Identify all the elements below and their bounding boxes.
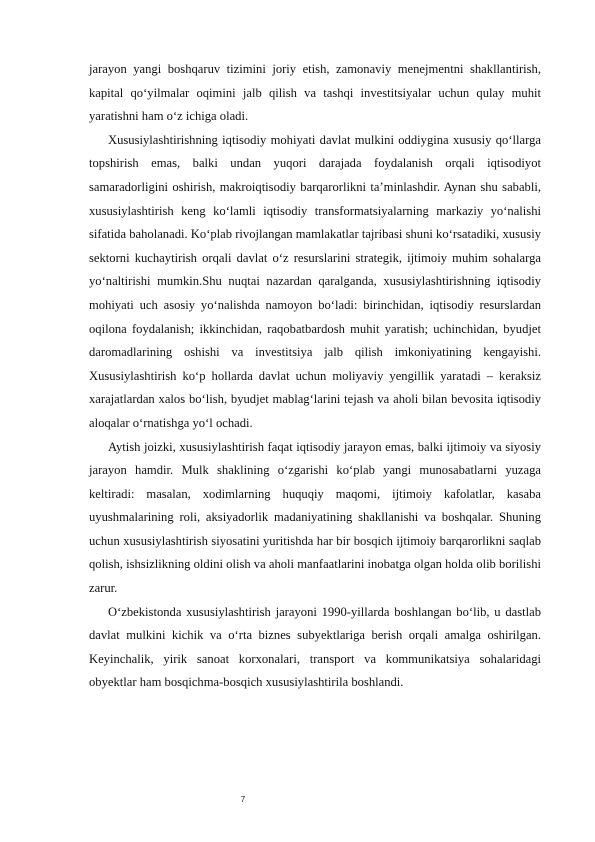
- paragraph-continuation: jarayon yangi boshqaruv tizimini joriy etish, zamonaviy menejmentni shakllantirish, kapital qo‘yilmalar oqimini jalb qilish va tashqi investitsiyalar uchun qulay muhit yaratishni ham o‘z ichiga oladi.: [89, 62, 541, 124]
- page-number: 7: [240, 795, 246, 804]
- paragraph-social-political: Aytish joizki, xususiylashtirish faqat iqtisodiy jarayon emas, balki ijtimoiy va siyosiy jarayon hamdir. Mulk shaklining o‘zgarishi ko‘plab yangi munosabatlarni yuzaga keltiradi: masalan, xodimlarning huquqiy maqomi, ijtimoiy kafolatlar, kasaba uyushmalarining roli, aksiyadorlik madaniyatining shakllanishi va boshqalar. Shuning uchun xususiylashtirish siyosatini yuritishda har bir bosqich ijtimoiy barqarorlikni saqlab qolish, ishsizlikning oldini olish va aholi manfaatlarini inobatga olgan holda olib borilishi zarur.: [89, 439, 541, 596]
- document-body: [89, 58, 541, 695]
- paragraph-economic-essence: Xususiylashtirishning iqtisodiy mohiyati davlat mulkini oddiygina xususiy qo‘llarga topshirish emas, balki undan yuqori darajada foydalanish orqali iqtisodiyot samaradorligini oshirish, makroiqtisodiy barqarorlikni ta’minlashdir. Aynan shu sababli, xususiylashtirish keng ko‘lamli iqtisodiy transformatsiyalarning markaziy yo‘nalishi sifatida baholanadi. Ko‘plab rivojlangan mamlakatlar tajribasi shuni ko‘rsatadiki, xususiy sektorni kuchaytirish orqali davlat o‘z resurslarini strategik, ijtimoiy muhim sohalarga yo‘naltirishi mumkin.Shu nuqtai nazardan qaralganda, xususiylashtirishning iqtisodiy mohiyati uch asosiy yo‘nalishda namoyon bo‘ladi: birinchidan, iqtisodiy resurslardan oqilona foydalanish; ikkinchidan, raqobatbardosh muhit yaratish; uchinchidan, byudjet daromadlarining oshishi va investitsiya jalb qilish imkoniyatining kengayishi. Xususiylashtirish ko‘p hollarda davlat uchun moliyaviy yengillik yaratadi – keraksiz xarajatlardan xalos bo‘lish, byudjet mablag‘larini tejash va aholi bilan bevosita iqtisodiy aloqalar o‘rnatishga yo‘l ochadi.: [89, 132, 541, 430]
- paragraph-uzbekistan-history: O‘zbekistonda xususiylashtirish jarayoni 1990-yillarda boshlangan bo‘lib, u dastlab davlat mulkini kichik va o‘rta biznes subyektlariga berish orqali amalga oshirilgan. Keyinchalik, yirik sanoat korxonalari, transport va kommunikatsiya sohalaridagi obyektlar ham bosqichma-bosqich xususiylashtirila boshlandi.: [89, 604, 541, 690]
